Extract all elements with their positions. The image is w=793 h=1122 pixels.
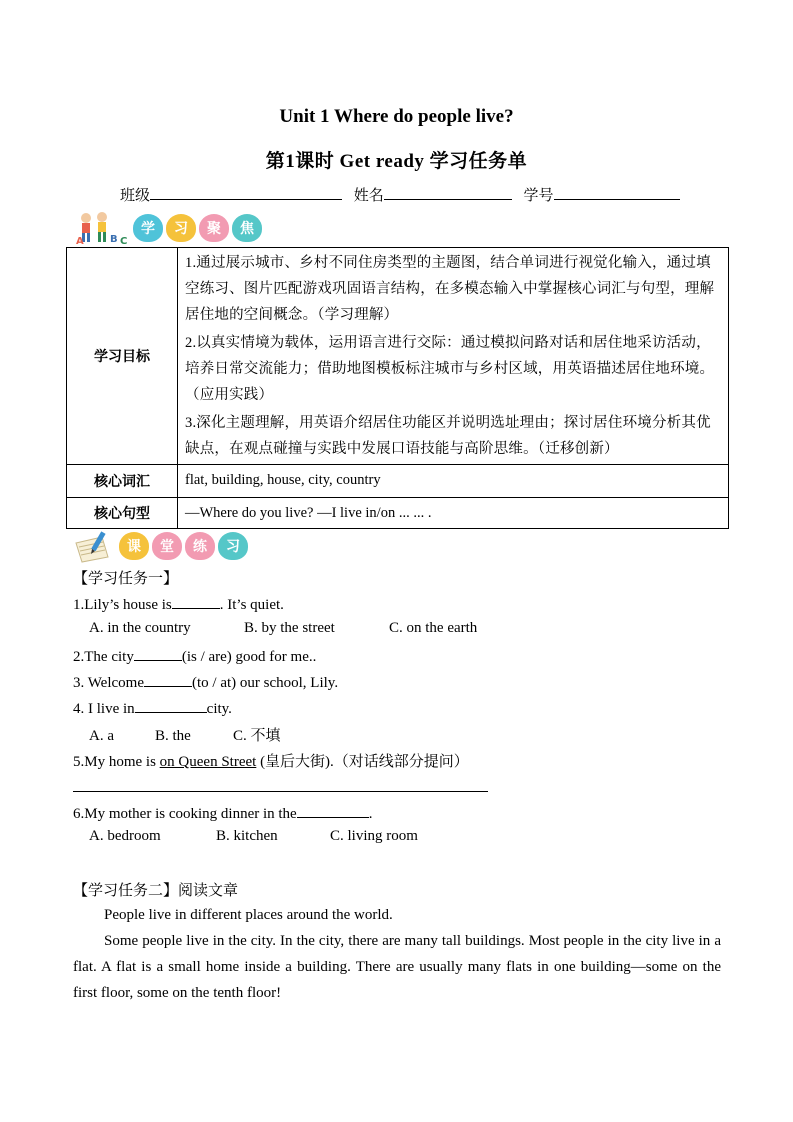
question-3 <box>73 672 338 692</box>
learning-goals-table <box>66 247 729 529</box>
focus-banner-char: 聚 <box>199 214 229 242</box>
name-label: 姓名 <box>353 188 384 204</box>
q4-option-a[interactable]: A. a <box>89 728 114 744</box>
q6-option-b[interactable]: B. kitchen <box>216 828 278 844</box>
practice-banner <box>74 529 248 563</box>
q1-answer-blank[interactable] <box>172 594 220 609</box>
practice-banner-char: 堂 <box>152 532 182 560</box>
goal-item: 2.以真实情境为载体，运用语言进行交际：通过模拟问路对话和居住地采访活动，培养日常交流能力；借助地图模板标注城市与乡村区域，用英语描述居住地环境。（应用实践） <box>185 335 715 403</box>
q2-text-before: 2.The city <box>73 649 134 665</box>
question-6 <box>73 803 372 823</box>
svg-text:B: B <box>110 234 118 245</box>
q5-text-after: (皇后大街).（对话线部分提问） <box>256 754 469 770</box>
q1-options <box>89 620 477 637</box>
svg-text:A: A <box>76 236 84 245</box>
unit-title: Unit 1 Where do people live? <box>279 106 514 127</box>
q5-underlined-phrase: on Queen Street <box>159 754 257 770</box>
lesson-subtitle: 第1课时 Get ready 学习任务单 <box>265 151 528 172</box>
question-4 <box>73 698 232 718</box>
focus-banner <box>74 211 262 245</box>
sentence-label: 核心句型 <box>67 498 178 529</box>
q4-option-c[interactable]: C. 不填 <box>233 728 281 744</box>
kids-abc-icon <box>74 211 130 245</box>
sentence-content: —Where do you live? —I live in/on ... ... . <box>178 498 729 529</box>
class-blank[interactable] <box>150 185 342 200</box>
question-1 <box>73 594 284 614</box>
focus-banner-char: 焦 <box>232 214 262 242</box>
practice-banner-char: 习 <box>218 532 248 560</box>
q5-answer-line[interactable] <box>73 791 488 792</box>
practice-banner-char: 课 <box>119 532 149 560</box>
q3-text-before: 3. Welcome <box>73 675 144 691</box>
student-info-line <box>120 184 688 205</box>
notebook-pencil-icon <box>74 529 116 563</box>
sentence-row <box>67 498 729 529</box>
class-label: 班级 <box>120 188 151 204</box>
focus-banner-char: 习 <box>166 214 196 242</box>
q6-options <box>89 828 418 845</box>
q1-text-after: . It’s quiet. <box>219 597 284 613</box>
name-blank[interactable] <box>384 185 512 200</box>
q6-option-c[interactable]: C. living room <box>330 828 418 844</box>
q6-answer-blank[interactable] <box>297 803 369 818</box>
practice-banner-char: 练 <box>185 532 215 560</box>
vocab-row <box>67 465 729 498</box>
vocab-label: 核心词汇 <box>67 465 178 498</box>
q6-option-a[interactable]: A. bedroom <box>89 828 161 844</box>
reading-paragraph-2: Some people live in the city. In the city, there are many tall buildings. Most people in the city live in a flat. A flat is a small home inside a building. There are usually many flats in one building—some on the first floor, some on the tenth floor! <box>73 933 721 1001</box>
goals-label: 学习目标 <box>67 248 178 465</box>
q1-option-b[interactable]: B. by the street <box>244 620 335 636</box>
goals-content <box>178 248 729 465</box>
q6-text-before: 6.My mother is cooking dinner in the <box>73 806 297 822</box>
q1-option-c[interactable]: C. on the earth <box>389 620 478 636</box>
svg-text:C: C <box>120 236 128 245</box>
vocab-content: flat, building, house, city, country <box>178 465 729 498</box>
id-blank[interactable] <box>554 185 680 200</box>
q4-text-before: 4. I live in <box>73 701 135 717</box>
q4-options <box>89 724 281 745</box>
goals-row <box>67 248 729 465</box>
task1-heading: 【学习任务一】 <box>73 571 179 587</box>
q1-option-a[interactable]: A. in the country <box>89 620 191 636</box>
q4-option-b[interactable]: B. the <box>155 728 191 744</box>
task2-heading: 【学习任务二】阅读文章 <box>73 883 239 899</box>
q3-answer-blank[interactable] <box>144 672 192 687</box>
q3-text-after: (to / at) our school, Lily. <box>192 675 339 691</box>
goal-item: 1.通过展示城市、乡村不同住房类型的主题图，结合单词进行视觉化输入，通过填空练习、图片匹配游戏巩固语言结构，在多模态输入中掌握核心词汇与句型，理解居住地的空间概念。（学习理解） <box>185 255 715 323</box>
id-label: 学号 <box>523 188 554 204</box>
q2-text-after: (is / are) good for me.. <box>181 649 317 665</box>
q2-answer-blank[interactable] <box>134 646 182 661</box>
focus-banner-char: 学 <box>133 214 163 242</box>
question-2 <box>73 646 316 666</box>
q5-text-before: 5.My home is <box>73 754 160 770</box>
goal-item: 3.深化主题理解，用英语介绍居住功能区并说明选址理由；探讨居住环境分析其优缺点，在观点碰撞与实践中发展口语技能与高阶思维。（迁移创新） <box>185 415 711 457</box>
q4-answer-blank[interactable] <box>135 698 207 713</box>
q4-text-after: city. <box>206 701 232 717</box>
q1-text-before: 1.Lily’s house is <box>73 597 172 613</box>
q6-text-after: . <box>368 806 373 822</box>
question-5 <box>73 750 469 771</box>
reading-paragraph-1: People live in different places around the world. <box>104 907 393 923</box>
